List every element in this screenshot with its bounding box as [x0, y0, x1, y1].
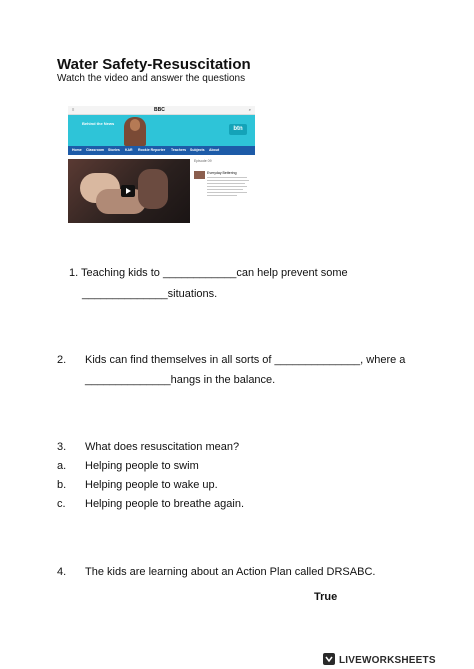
play-icon [121, 185, 135, 197]
question-1-line-1: 1. Teaching kids to ____________can help prevent some [69, 267, 348, 279]
episode-title: Everyday Bettering [207, 171, 237, 175]
episode-sidebar [194, 159, 255, 223]
watermark: LIVEWORKSHEETS [339, 655, 436, 666]
nav-item: Stories [108, 148, 120, 152]
option-b-letter: b. [57, 479, 67, 491]
question-2-line-1: Kids can find themselves in all sorts of ______________, where a [85, 354, 406, 366]
question-4-text: The kids are learning about an Action Plan called DRSABC. [85, 566, 376, 578]
question-4-number: 4. [57, 566, 67, 578]
question-3-number: 3. [57, 441, 67, 453]
search-icon: ⌕ [248, 107, 251, 112]
nav-item: About [209, 148, 220, 152]
site-banner [68, 115, 255, 146]
brand-logo: BBC [154, 107, 165, 113]
nav-item: Classroom [86, 148, 105, 152]
banner-title: Behind the News [82, 121, 115, 126]
site-nav [68, 146, 255, 155]
btn-logo: btn [229, 124, 247, 135]
option-c-letter: c. [57, 498, 66, 510]
nav-item: Rookie Reporter [138, 148, 166, 152]
question-2-line-2: ______________hangs in the balance. [85, 374, 276, 386]
option-a-letter: a. [57, 460, 67, 472]
question-1-line-2: ______________situations. [82, 288, 218, 300]
option-c[interactable]: Helping people to breathe again. [85, 498, 245, 510]
question-3-text: What does resuscitation mean? [85, 441, 240, 453]
nav-item: Teachers [171, 148, 187, 152]
video-screenshot [68, 106, 255, 226]
liveworksheets-logo-icon [322, 652, 336, 666]
nav-item: KAR [125, 148, 133, 152]
option-b[interactable]: Helping people to wake up. [85, 479, 218, 491]
nav-item: Subjects [190, 148, 205, 152]
menu-icon: ≡ [72, 107, 75, 112]
episode-thumbnail [194, 171, 205, 179]
page-title: Water Safety-Resuscitation [57, 56, 251, 73]
page-subtitle: Watch the video and answer the questions [57, 73, 246, 84]
option-a[interactable]: Helping people to swim [85, 460, 199, 472]
presenter-face [130, 119, 140, 131]
true-answer-option[interactable]: True [314, 591, 338, 603]
site-topbar [68, 106, 255, 115]
nav-item: Home [72, 148, 82, 152]
question-2-number: 2. [57, 354, 67, 366]
video-player [68, 159, 190, 223]
episode-label: Episode 09 [194, 159, 212, 163]
